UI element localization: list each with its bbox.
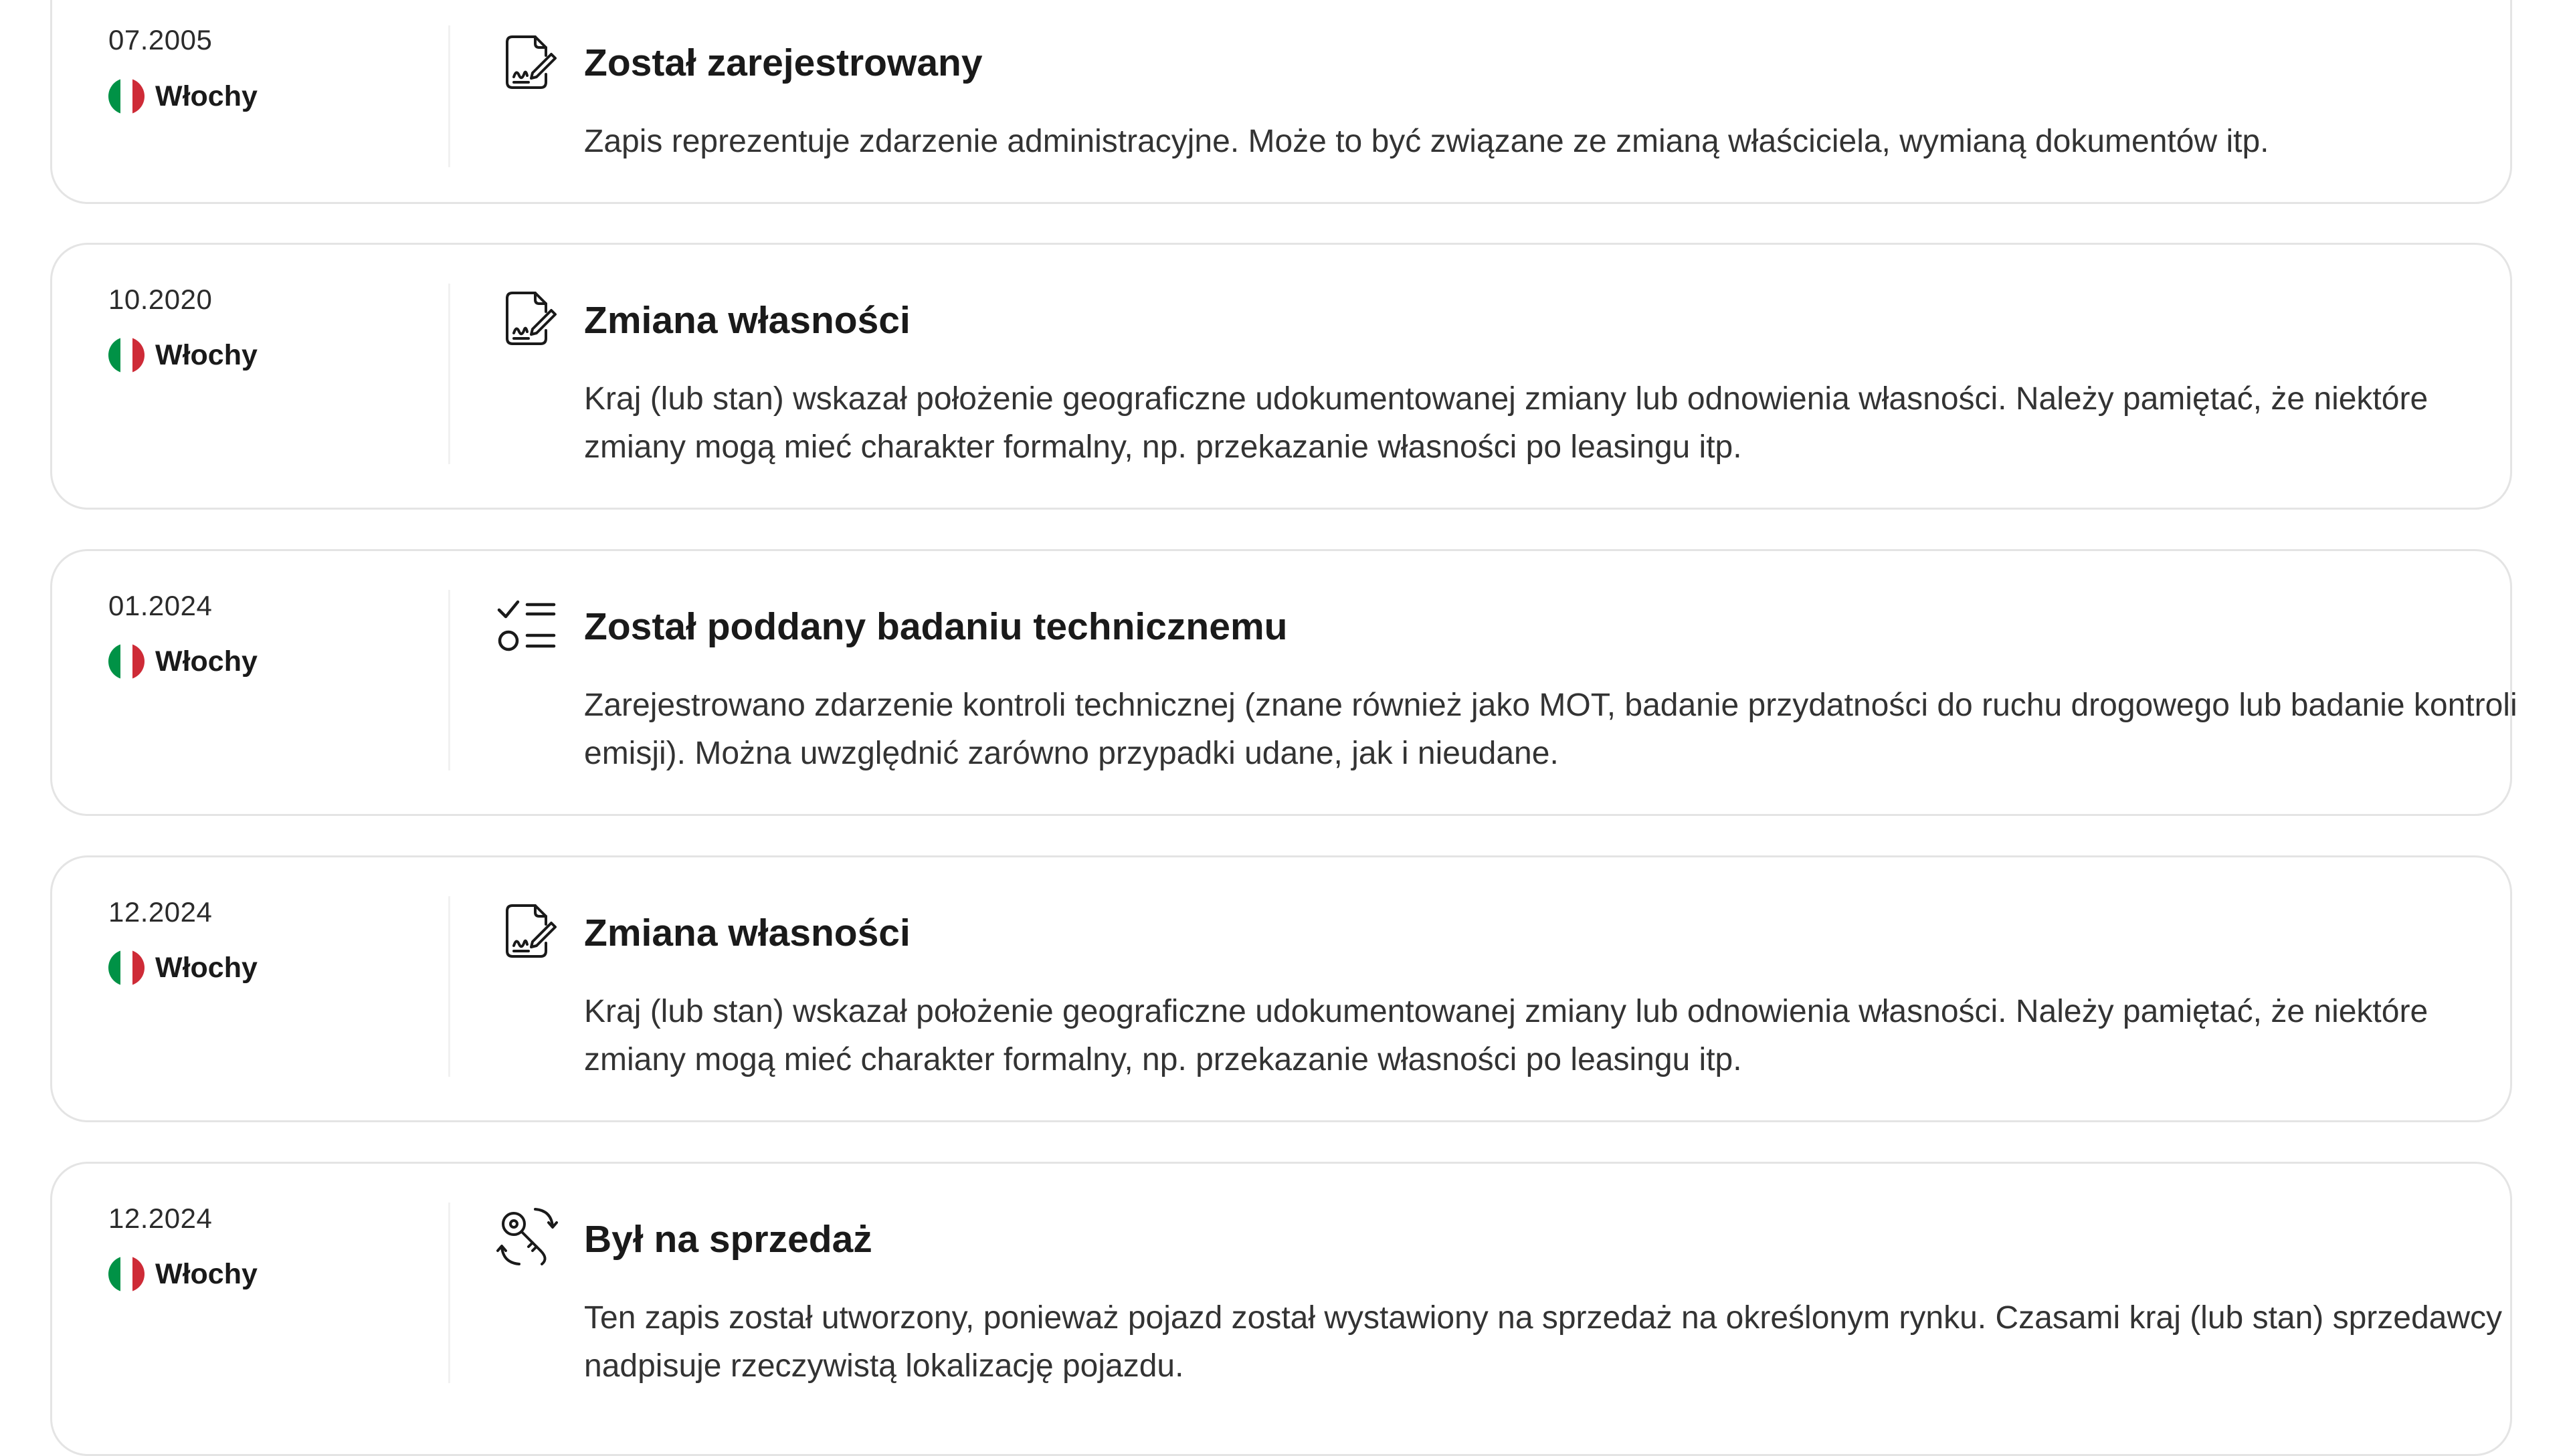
document-sign-icon: [494, 285, 561, 352]
checklist-icon: [494, 593, 561, 659]
divider: [448, 1203, 450, 1383]
timeline-card: [50, 0, 2512, 204]
divider: [448, 25, 450, 167]
country-name: Włochy: [155, 338, 258, 371]
country-name: Włochy: [155, 80, 258, 112]
event-description: Kraj (lub stan) wskazał położenie geograficzne udokumentowanej zmiany lub odnowienia własności. Należy pamiętać, że niektóre zmiany mogą mieć charakter formalny, np. przekazanie własności po leasingu itp.: [584, 381, 2429, 465]
event-description: Kraj (lub stan) wskazał położenie geograficzne udokumentowanej zmiany lub odnowienia własności. Należy pamiętać, że niektóre zmiany mogą mieć charakter formalny, np. przekazanie własności po leasingu itp.: [584, 994, 2429, 1077]
divider: [448, 590, 450, 770]
timeline-card: [50, 855, 2512, 1122]
event-title: Był na sprzedaż: [584, 1218, 872, 1261]
event-country: [108, 643, 258, 680]
country-name: Włochy: [155, 951, 258, 984]
divider: [448, 896, 450, 1077]
event-date: 01.2024: [108, 590, 213, 621]
timeline-card: [50, 1162, 2512, 1456]
event-country: [108, 78, 258, 114]
italy-flag-icon: [108, 78, 145, 114]
event-description: Ten zapis został utworzony, ponieważ pojazd został wystawiony na sprzedaż na określonym rynku. Czasami kraj (lub stan) sprzedawcy nadpisuje rzeczywistą lokalizację pojazdu.: [584, 1300, 2503, 1384]
italy-flag-icon: [108, 1256, 145, 1292]
country-name: Włochy: [155, 645, 258, 678]
event-country: [108, 950, 258, 986]
document-sign-icon: [494, 29, 561, 96]
event-description: Zapis reprezentuje zdarzenie administracyjne. Może to być związane ze zmianą właściciela, wymianą dokumentów itp.: [584, 124, 2269, 159]
event-description: Zarejestrowano zdarzenie kontroli technicznej (znane również jako MOT, badanie przydatności do ruchu drogowego lub badanie kontroli emisji). Można uwzględnić zarówno przypadki udane, jak i nieudane.: [584, 688, 2517, 771]
divider: [448, 284, 450, 464]
event-title: Zmiana własności: [584, 912, 911, 954]
event-country: [108, 337, 258, 373]
event-date: 12.2024: [108, 896, 213, 928]
timeline-card: [50, 549, 2517, 816]
event-date: 10.2020: [108, 284, 213, 315]
event-country: [108, 1256, 258, 1292]
timeline-card: [50, 243, 2512, 510]
event-title: Zmiana własności: [584, 299, 911, 342]
key-exchange-icon: [494, 1203, 561, 1269]
document-sign-icon: [494, 898, 561, 964]
italy-flag-icon: [108, 643, 145, 680]
italy-flag-icon: [108, 950, 145, 986]
event-title: Został poddany badaniu technicznemu: [584, 605, 1288, 648]
event-date: 12.2024: [108, 1203, 213, 1234]
country-name: Włochy: [155, 1257, 258, 1290]
italy-flag-icon: [108, 337, 145, 373]
event-title: Został zarejestrowany: [584, 41, 983, 84]
event-date: 07.2005: [108, 24, 213, 56]
